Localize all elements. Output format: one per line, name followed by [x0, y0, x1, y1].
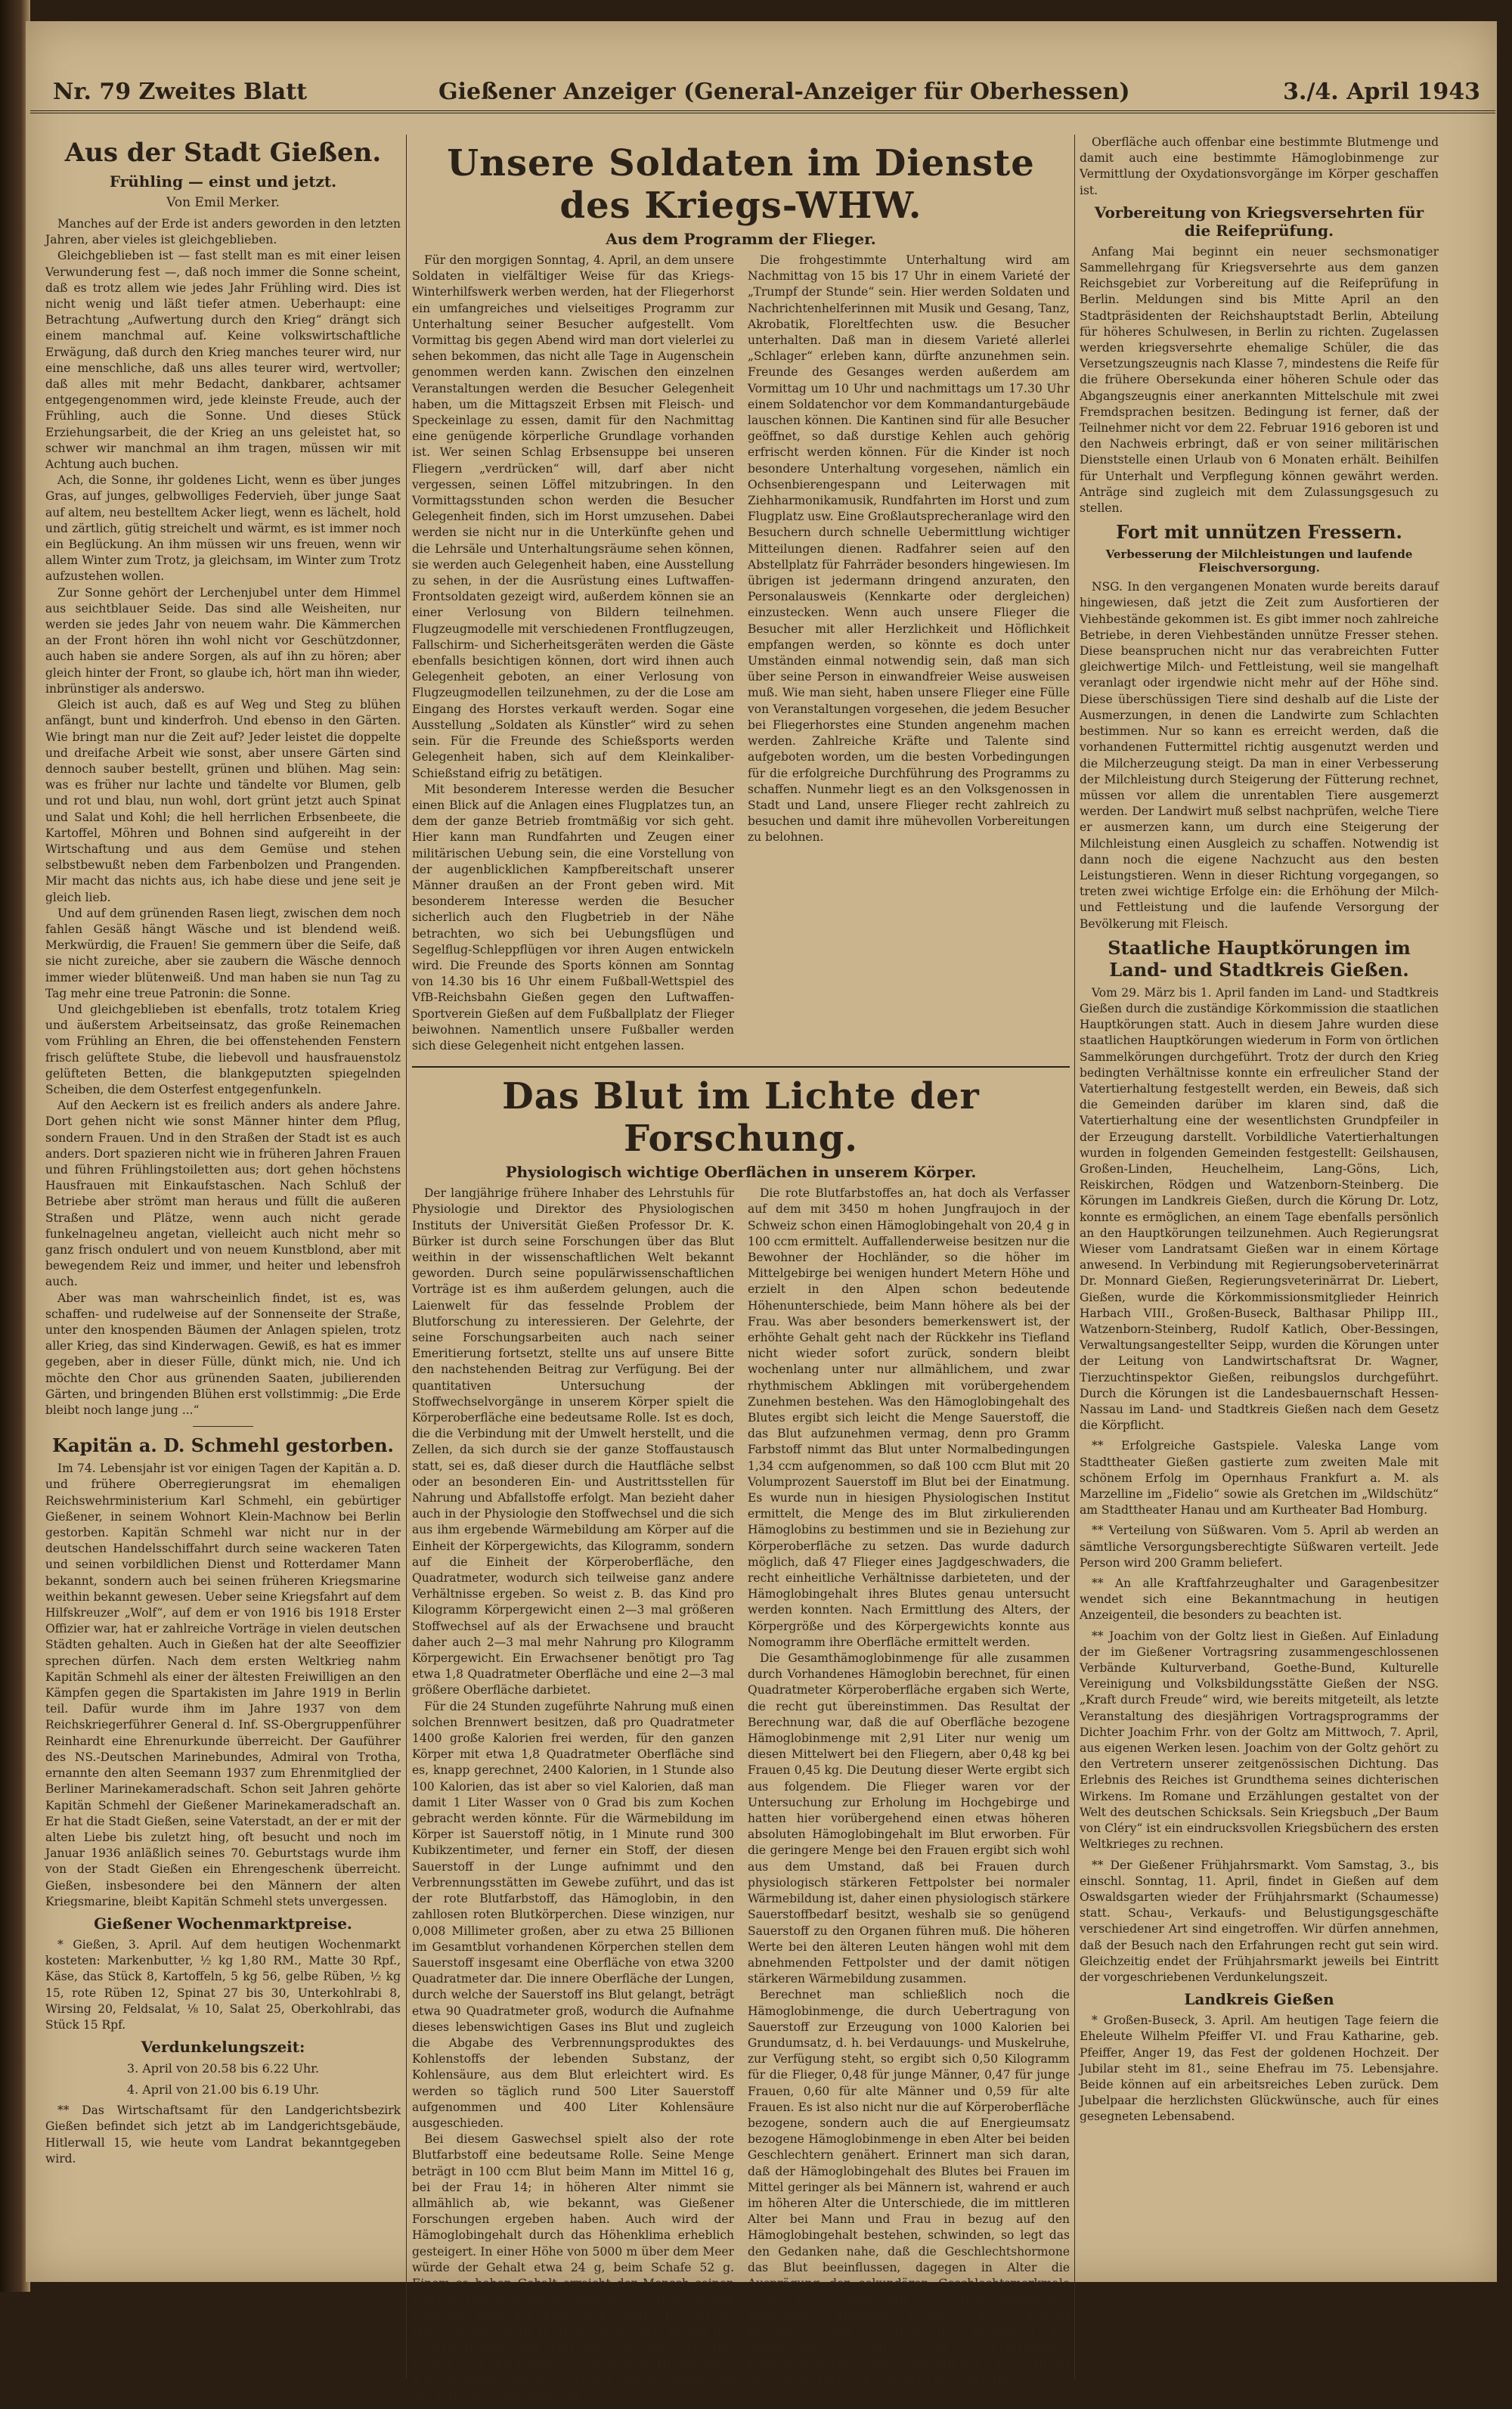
- masthead: [30, 41, 1495, 113]
- article-body: Für den morgigen Sonntag, 4. April, an dem unsere Soldaten in vielfältiger Weise für das Kriegs-Winterhilfswerk werben werden, hat der Fliegerhorst ein umfangreiches und vielseitiges Programm zur Unterhaltung seiner Besucher aufgestellt. Vom Vormittag bis gegen Abend wird man dort vielerlei zu sehen bekommen, das nicht alle Tage in Augenschein genommen werden kann. Zwischen den einzelnen Veranstaltungen werden die Besucher Gelegenheit haben, um die Mittagszeit Erbsen mit Fleisch- und Speckeinlage zu essen, damit für den Nachmittag eine genügende körperliche Grundlage vorhanden ist. Wer seinen Schlag Erbsensuppe bei unseren Fliegern „verdrücken“ will, darf aber nicht vergessen, seinen Löffel mitzubringen. In den Vormittagsstunden schon werden die Besucher Gelegenheit finden, sich im Horst umzusehen. Dabei werden sie nicht nur in die Unterkünfte gehen und die Lehrsäle und Unterhaltungsräume sehen können, sie werden auch Gelegenheit haben, eine Ausstellung zu sehen, in der die Ausrüstung eines Luftwaffen-Frontsoldaten gezeigt wird, außerdem können sie an einer Verlosung von Bildern teilnehmen. Flugzeugmodelle mit verschiedenen Frontflugzeugen, Fallschirm- und Sicherheitsgeräten werden die Gäste ebenfalls besichtigen können, dort wird ihnen auch Gelegenheit geboten, an einer Verlosung von Flugzeugmodellen teilzunehmen, zu der die Lose am Eingang des Horstes verkauft werden. Sogar eine Ausstellung „Soldaten als Künstler“ wird zu sehen sein. Für die Freunde des Schießsports werden Gelegenheit haben, sich auf dem Kleinkaliber-Schießstand eifrig zu betätigen. Mit besonderem Interesse werden die Besucher einen Blick auf die Anlagen eines Flugplatzes tun, an dem der ganze Betrieb fromtmäßig vor sich geht. Hier kann man Rundfahrten und Zeugen einer militärischen Uebung sein, die eine Vorstellung von der augenblicklichen Kampfbereitschaft unserer Männer draußen an der Front geben wird. Mit besonderem Interesse werden die Besucher sicherlich auch den Flugbetrieb in der Nähe betrachten, wo sich bei Uebungsflügen und Segelflug-Schleppflügen vor ihren Augen entwickeln wird. Die Freunde des Sports können am Sonntag von 14.30 bis 16 Uhr einem Fußball-Wettspiel des VfB-Reichsbahn Gießen gegen den Luftwaffen-Sportverein Gießen auf dem Fußballplatz der Flieger beiwohnen. Namentlich unsere Fußballer werden sich diese Gelegenheit nicht entgehen lassen.: [412, 253, 734, 1053]
- article-title: Frühling — einst und jetzt.: [109, 172, 337, 191]
- rule: [412, 1066, 1070, 1068]
- article-title: Fort mit unnützen Fressern.: [1116, 521, 1402, 544]
- blackout-heading: Verdunkelungszeit:: [141, 2038, 305, 2057]
- article-body: Im 74. Lebensjahr ist vor einigen Tagen der Kapitän a. D. und frühere Oberregierungsrat im ehemaligen Reichswehrministerium Karl Schmehl, ein gebürtiger Gießener, in seinem Wohnort Klein-Machnow bei Berlin gestorben. Kapitän Schmehl war nicht nur in der deutschen Handelsschiffahrt durch seine wackeren Taten und seinen vorbildlichen Dienst und Rotterdamer Mann bekannt, sondern auch bei seinen früheren Kriegsmarine weithin bekannt gewesen. Ueber seine Kriegsfahrt auf dem Hilfskreuzer „Wolf“, auf dem er von 1916 bis 1918 Erster Offizier war, hat er zahlreiche Vorträge in vielen deutschen Städten gehalten. Auch in Gießen hat der alte Seeoffizier sprechen dürfen. Nach dem ersten Weltkrieg nahm Kapitän Schmehl als einer der ältesten Freiwilligen an den Kämpfen gegen die Spartakisten im Jahre 1919 in Berlin teil. Dafür wurde ihm im Jahre 1937 von dem Reichskriegerführer General d. Inf. SS-Obergruppenführer Reinhardt eine Ehrenurkunde überreicht. Der Gauführer des NS.-Deutschen Marinebundes, Admiral von Trotha, ernannte den alten Seemann 1937 zum Ehrenmitglied der Berliner Marinekameradschaft. Schon seit Jahren gehörte Kapitän Schmehl der Gießener Marinekameradschaft an. Er hat die Stadt Gießen, seine Vaterstadt, an der er mit der alten Liebe bis zuletzt hing, oft besucht und noch im Januar 1936 anläßlich seines 70. Geburtstags wurde ihm von der Stadt Gießen ein Ehrengeschenk überreicht. Gießen, insbesondere bei den Männern der alten Kriegsmarine, bleibt Kapitän Schmehl stets unvergessen.: [45, 1462, 401, 1908]
- column-divider: [406, 135, 407, 2379]
- article-body: Anfang Mai beginnt ein neuer sechsmonatiger Sammellehrgang für Kriegsversehrte aus dem ganzen Reichsgebiet zur Vorbereitung auf die Reifeprüfung in Berlin. Meldungen sind bis Mitte April an den Stadtpräsidenten der Reichshauptstadt Berlin, Abteilung für höheres Schulwesen, in Berlin zu richten. Zugelassen werden kriegsversehrte ehemalige Schüler, die das Versetzungszeugnis nach Klasse 7, mindestens die Reife für die frühere Obersekunda einer höheren Schule oder das Abgangszeugnis einer anerkannten Mittelschule mit zwei Fremdsprachen besitzen. Bedingung ist ferner, daß der Teilnehmer nicht vor dem 22. Februar 1916 geboren ist und den Nachweis erbringt, daß er von seiner militärischen Dienststelle einen Urlaub von 6 Monaten erhält. Beihilfen für Unterhalt und Verpflegung können gewährt werden. Anträge sind zugleich mit dem Zulassungsgesuch zu stellen.: [1080, 244, 1439, 516]
- headline: Unsere Soldaten im Dienste des Kriegs-WHW.: [447, 142, 1035, 227]
- column-center: [412, 135, 1070, 2403]
- column-left: [45, 135, 401, 2252]
- notice: ** Das Wirtschaftsamt für den Landgerichtsbezirk Gießen befindet sich jetzt ab im Landgerichtsgebäude, Hitlerwall 15, wie heute vom Landrat bekanntgegeben wird.: [45, 2104, 401, 2166]
- news-brief: ** Der Gießener Frühjahrsmarkt. Vom Samstag, 3., bis einschl. Sonntag, 11. April, findet in Gießen auf dem Oswaldsgarten wieder der Frühjahrsmarkt (Schaumesse) statt. Schau-, Verkaufs- und Belustigungsgeschäfte verschiedener Art sind eingetroffen. Wir dürfen annehmen, daß der Besuch nach den Erfahrungen recht gut sein wird. Gleichzeitig endet der Frühjahrsmarkt jeweils bei Eintritt der vorgeschriebenen Verdunkelungszeit.: [1080, 1858, 1439, 1984]
- article-body: Die frohgestimmte Unterhaltung wird am Nachmittag von 15 bis 17 Uhr in einem Varieté der „Trumpf der Stunde“ sein. Hier werden Soldaten und Nachrichtenhelferinnen mit Musik und Gesang, Tanz, Akrobatik, Floreltfechten usw. die Besucher unterhalten. Daß man in diesem Varieté allerlei „Schlager“ erleben kann, dürfte anzunehmen sein. Freunde des Gesanges werden außerdem am Vormittag um 10 Uhr und nachmittags um 17.30 Uhr einem Soldatenchor vor dem Kommandanturgebäude lauschen können. Die Kantinen sind für alle Besucher geöffnet, so daß durstige Kehlen auch gehörig erfrischt werden können. Für die Kinder ist noch besondere Unterhaltung vorgesehen, nämlich ein Ochsenbierengespann und Leiterwagen mit Ziehharmonikamusik, Rundfahrten im Horst und zum Flugplatz usw. Eine Großlautsprecheranlage wird den Besuchern durch schnelle Uebermittlung wichtiger Mitteilungen dienen. Radfahrer seien auf den Abstellplatz für Fahrräder besonders hingewiesen. Im übrigen ist jedermann dringend anzuraten, den Personalausweis (Kennkarte oder dergleichen) einzustecken. Wenn auch unsere Flieger die Besucher mit aller Herzlichkeit und Höflichkeit empfangen werden, so könnte es doch unter Umständen einmal notwendig sein, daß man sich über seine Person in einwandfreier Weise ausweisen muß. Wie man sieht, haben unsere Flieger eine Fülle von Veranstaltungen vorgesehen, die jedem Besucher bei Fliegerhorstes eine Stunden angenehm machen werden. Zahlreiche Kräfte und Talente sind aufgeboten worden, um die besten Vorbedingungen für die erfolgreiche Durchführung des Programms zu schaffen. Nunmehr liegt es an den Volksgenossen in Stadt und Land, unsere Flieger recht zahlreich zu besuchen und damit ihre mühevollen Vorbereitungen zu belohnen.: [748, 253, 1070, 845]
- section-heading: Landkreis Gießen: [1184, 1990, 1334, 2009]
- blackout-time: 4. April von 21.00 bis 6.19 Uhr.: [126, 2082, 320, 2097]
- newspaper-title: Gießener Anzeiger (General-Anzeiger für Oberhessen): [438, 79, 1130, 105]
- headline: Das Blut im Lichte der Forschung.: [502, 1075, 980, 1161]
- article-body: Der langjährige frühere Inhaber des Lehrstuhls für Physiologie und Direktor des Physiologischen Instituts der Universität Gießen Professor Dr. K. Bürker ist durch seine Forschungen über das Blut weithin in der wissenschaftlichen Welt bekannt geworden. Durch seine populärwissenschaftlichen Vorträge ist es ihm außerdem gelungen, auch die Laienwelt für das fesselnde Problem der Blutforschung zu interessieren. Der Gelehrte, der seine Forschungsarbeiten auch nach seiner Emeritierung fortsetzt, stellte uns auf unsere Bitte den nachstehenden Beitrag zur Verfügung. Bei der quantitativen Untersuchung der Stoffwechselvorgänge in unserem Körper spielt die Körperoberfläche eine bedeutsame Rolle. Ist es doch, die die Verbindung mit der Umwelt herstellt, und die Zellen, da sich durch sie der ganze Stoffaustausch statt, sei es, daß dieser durch die Hautfläche selbst oder an besonderen Ein- und Austrittsstellen für Nahrung und Abfallstoffe erfolgt. Man bezieht daher auch in der Physiologie den Stoffwechsel und die sich aus ihm ergebende Wärmebildung am Körper auf die Einheit der Körpergewichts, das Kilogramm, sondern auf die Einheit der Körperoberfläche, den Quadratmeter, wodurch sich teilweise ganz andere Verhältnisse ergeben. So weist z. B. das Kind pro Kilogramm Körpergewicht einen 2—3 mal größeren Stoffwechsel auf als der Erwachsene und braucht daher auch 2—3 mal mehr Nahrung pro Kilogramm Körpergewicht. Ein Erwachsener benötigt pro Tag etwa 1,8 Quadratmeter Oberfläche und eine 2—3 mal größere Oberfläche darbietet. Für die 24 Stunden zugeführte Nahrung muß einen solchen Brennwert besitzen, daß pro Quadratmeter 1400 große Kalorien frei werden, für den ganzen Körper mit etwa 1,8 Quadratmeter Oberfläche sind es, knapp gerechnet, 2400 Kalorien, in 1 Stunde also 100 Kalorien, das ist aber so viel Kalorien, daß man damit 1 Liter Wasser von 0 Grad bis zum Kochen gebracht werden könnte. Für die Wärmebildung im Körper ist Sauerstoff nötig, in 1 Minute rund 300 Kubikzentimeter, und ferner ein Stoff, der diesen Sauerstoff in der Lunge aufnimmt und den Verbrennungsstätten im Gewebe zuführt, und das ist der rote Blutfarbstoff, das Hämoglobin, in den zahllosen roten Blutkörperchen. Diese winzigen, nur 0,008 Millimeter großen, aber zu etwa 25 Billionen im Gesamtblut vorhandenen Körperchen stellen dem Sauerstoff insgesamt eine Oberfläche von etwa 3200 Quadratmeter dar. Die innere Oberfläche der Lungen, durch welche der Sauerstoff ins Blut gelangt, beträgt etwa 90 Quadratmeter groß, wodurch die Aufnahme dieses lebenswichtigen Gases ins Blut und zugleich die Abgabe des Verbrennungsproduktes des Kohlenstoffs der lebenden Substanz, der Kohlensäure, aus dem Blut erleichtert wird. Es werden so täglich rund 500 Liter Sauerstoff aufgenommen und 400 Liter Kohlensäure ausgeschieden. Bei diesem Gaswechsel spielt also der rote Blutfarbstoff eine bedeutsame Rolle. Seine Menge beträgt in 100 ccm Blut beim Mann im Mittel 16 g, bei der Frau 14; in höheren Alter nimmt sie allmählich ab, wie bekannt, was Gießener Forschungen ergeben haben. Auch wird der Hämoglobingehalt durch das Höhenklima erheblich gesteigert. In einer Höhe von 5000 m über dem Meer würde der Gehalt etwa 24 g, beim Schafe 52 g. Einem so hohen Gehalt erreicht der Mensch seinen Platz im Leben, es müßte denn sein, er besteige den höchsten Berg der Erde, den Mount Everest im Himalaja mit 8840 m Höhe, was aber wegen der Sauerstoffarmut der Luft nicht möglich ist. Der Körper paßt sich nämlich, wenn man im Hochgebirge lebt, allmählich an, große Höhen durch Vermehrung des roten Blutfarbstoffes an.: [412, 1186, 734, 2403]
- article-title: Vorbereitung von Kriegsversehrten für die Reifeprüfung.: [1094, 203, 1424, 240]
- article-body: Die rote Blutfarbstoffes an, hat doch als Verfasser auf dem mit 3450 m hohen Jungfraujoch in der Schweiz schon einen Hämoglobingehalt von 20,4 g in 100 ccm ermittelt. Auffallenderweise besitzen nur die Bewohner der Hochländer, so die höher im Mittelgebirge bei wenigen hundert Metern Höhe und erzielt in den Alpen schon bedeutende Höhenunterschiede, beim Mann höhere als bei der Frau. Was aber besonders bemerkenswert ist, der erhöhte Gehalt geht nach der Rückkehr ins Tiefland nicht wieder sofort zurück, sondern bleibt wochenlang unter nur allmählichem, und zwar rhythmischem Abklingen mit vorübergehendem Zunehmen bestehen. Was den Hämoglobingehalt des Blutes ergibt sich leicht die Menge Sauerstoff, die das Blut aufzunehmen vermag, denn pro Gramm Farbstoff nimmt das Blut unter Normalbedingungen 1,34 ccm aufgenommen, so daß 100 ccm Blut mit 20 Volumprozent Sauerstoff im Blut bei der Einatmung. Es wurde nun in hiesigen Physiologischen Institut ermittelt, die Menge des im Blut zirkulierenden Hämoglobins zu bestimmen und sie in Beziehung zur Körperoberfläche zu setzen. Das wurde dadurch möglich, daß 47 Flieger eines Jagdgeschwaders, die recht einheitliche Verhältnisse darbieteten, und der Hämoglobingehalt ihres Blutes genau untersucht werden konnten. Nach Ermittlung des Alters, der Körpergröße und des Körpergewichts konnte aus Nomogramm ihre Oberfläche ermittelt werden. Die Gesamthämoglobinmenge für alle zusammen durch Vorhandenes Hämoglobin berechnet, für einen Quadratmeter Körperoberfläche ergaben sich Werte, die recht gut übereinstimmen. Das Resultat der Berechnung war, daß die auf Oberfläche bezogene Hämoglobinmenge mit 2,91 Liter nur wenig um diesen Mittelwert bei den Fliegern, aber 0,48 kg bei Frauen 0,45 kg. Die Deutung dieser Werte ergibt sich aus folgendem. Die Flieger waren vor der Untersuchung zur Erholung im Hochgebirge und hatten hier vorübergehend einen etwas höheren absoluten Hämoglobingehalt im Blut erworben. Für die geringere Menge bei den Frauen ergibt sich wohl aus dem Umstand, daß bei Frauen durch physiologisch stärkeren Fettpolster bei normaler Wärmebildung ist, daher einen physiologisch stärkere Sauerstoffbedarf besitzt, weshalb sie so genügend Sauerstoff zu den Organen führen muß. Die höheren Werte bei den älteren Leuten hängen wohl mit dem abnehmenden Fettpolster und der damit nötigen stärkeren Wärmebildung zusammen. Berechnet man schließlich noch die Hämoglobinmenge, die durch Uebertragung von Sauerstoff zur Erzeugung von 1000 Kalorien bei Grundumsatz, d. h. bei Verdauungs- und Muskelruhe, zur Verfügung steht, so ergibt sich 0,50 Kilogramm für die Flieger, 0,48 für junge Männer, 0,47 für junge Frauen, 0,60 für alte Männer und 0,59 für alte Frauen. Es ist also nicht nur die auf Körperoberfläche bezogene, sondern auch die auf Energieumsatz bezogene Hämoglobinmenge in eben Alter bei beiden Geschlechtern genähert. Erinnert man sich daran, daß der Hämoglobingehalt des Blutes bei Frauen im Mittel geringer als bei Männern ist, wahrend er auch im höheren Alter die Unterschiede, die im mittleren Alter bei Mann und Frau in bezug auf den Hämoglobingehalt bestehen, schwinden, so legt das den Gedanken nahe, daß die Geschlechtshormone das Blut beeinflussen, dagegen in Alter die Ausprägung der sekundären Geschlechtsmerkmale auch die Unterschiede im Hämoglobingehalt beibringen. Ebenfalls verdient der Umstand Beachtung, daß es trotz der Beziehung des Stoffwechsels auf den Quadratmeter Körperoberfläche eine einheitlicher Betrachtung desselben ermöglicht, sondern daß auch für: [748, 1186, 1070, 2387]
- byline: Von Emil Merker.: [166, 195, 280, 210]
- news-brief: ** Joachim von der Goltz liest in Gießen. Auf Einladung der im Gießener Vortragsring zusammengeschlossenen Verbände Kulturverband, Goethe-Bund, Kulturelle Vereinigung und Volksbildungsstätte Gießen der NSG. „Kraft durch Freude“ wird, wie bereits mitgeteilt, als letzte Veranstaltung des diesjährigen Vortragsprogramms der Dichter Joachim Frhr. von der Goltz am Mittwoch, 7. April, aus eigenen Werken lesen. Joachim von der Goltz gehört zu den Vertretern unserer zeitgenössischen Dichtung. Das Erlebnis des Reiches ist Grundthema seines dichterischen Wirkens. Im Romane und Erzählungen gestaltet von der Welt des deutschen Schicksals. Sein Kriegsbuch „Der Baum von Cléry“ ist ein eindrucksvollen Kriegsbüchern des ersten Weltkrieges zu rechnen.: [1080, 1629, 1439, 1852]
- subheadline: Physiologisch wichtige Oberflächen in unserem Körper.: [505, 1163, 977, 1182]
- column-divider: [1074, 135, 1075, 2379]
- separator: [193, 1426, 253, 1427]
- news-brief: ** Verteilung von Süßwaren. Vom 5. April ab werden an sämtliche Versorgungsberechtigte Süßwaren verteilt. Jede Person wird 200 Gramm beliefert.: [1080, 1524, 1439, 1570]
- article-body: NSG. In den vergangenen Monaten wurde bereits darauf hingewiesen, daß jetzt die Zeit zum Ausfortieren der Viehbestände gekommen ist. Es gibt immer noch zahlreiche Betriebe, in deren Viehbeständen unnütze Fresser stehen. Diese beanspruchen nicht nur das verabreichten Futter gleichwertige Milch- und Fettleistung, weil sie mangelhaft veranlagt oder irgendwie nicht mehr auf der Höhe sind. Diese überschüssigen Tiere sind deshalb auf die Liste der Ausmerzungen, in denen die Landwirte zum Schlachten bestimmen. Nur so kann es erreicht werden, daß die vorhandenen Futtermittel richtig ausgenutzt werden und die Milcherzeugung steigt. Da man in einer Verbesserung der Milchleistung durch Steigerung der Fütterung rechnet, müssen vor allem die unrentablen Tiere ausgemerzt werden. Der Landwirt muß selbst nachprüfen, welche Tiere er ausmerzen kann, um durch eine Steigerung der Milchleistung einen Ausgleich zu schaffen. Notwendig ist dann noch die eigene Nachzucht aus den besten Leistungstieren. Wenn in dieser Richtung vorgegangen, so treten zwei wichtige Erfolge ein: die Erhöhung der Milch- und Fettleistung und die laufende Versorgung der Bevölkerung mit Fleisch.: [1080, 580, 1439, 931]
- article-title: Gießener Wochenmarktpreise.: [94, 1914, 352, 1933]
- blackout-time: 3. April von 20.58 bis 6.22 Uhr.: [126, 2061, 320, 2076]
- article-title: Kapitän a. D. Schmehl gestorben.: [52, 1434, 394, 1457]
- issue-date: 3./4. April 1943: [1283, 79, 1480, 105]
- article-subtitle: Verbesserung der Milchleistungen und laufende Fleischversorgung.: [1105, 547, 1413, 575]
- article-columns: [412, 253, 1070, 1059]
- article-body: Manches auf der Erde ist anders geworden in den letzten Jahren, aber vieles ist gleichgeblieben. Gleichgeblieben ist — fast stellt man es mit einer leisen Verwunderung fest —, daß noch immer die Sonne scheint, daß es trotz allem wie jedes Jahr Frühling wird. Dies ist nicht wenig und läßt tiefer atmen. Ueberhaupt: eine Betrachtung „Aufwertung durch den Krieg“ drängt sich einem manchmal auf. Keine volkswirtschaftliche Erwägung, daß durch den Krieg manches teurer wird, nur eine menschliche, daß uns alles teurer wird, wertvoller; daß alles mit mehr Bedacht, dankbarer, achtsamer entgegengenommen wird, jede kleinste Freude, auch der Frühling, auch die Sonne. Und dieses Stück Erziehungsarbeit, die der Krieg an uns geleistet hat, so schwer wir manchmal an ihm tragen, müssen wir mit Achtung auch buchen. Ach, die Sonne, ihr goldenes Licht, wenn es über junges Gras, auf junges, gelbwolliges Federvieh, über junge Saat auf altem, neu bestelltem Acker liegt, wenn es lächelt, hold und zärtlich, gütig streichelt und wärmt, es ist immer noch ein Beglückung. An ihm müssen wir uns freuen, wenn wir allem Winter zum Trotz, ja gleichsam, im Winter zum Trotz aufzustehen wollen. Zur Sonne gehört der Lerchenjubel unter dem Himmel aus seichtblauer Seide. Das sind alle Weisheiten, nur werden sie jedes Jahr von neuem wahr. Die Kämmerchen an der Front hören ihn wohl nicht vor Geschützdonner, auch haben sie andere Sorgen, als auf ihn zu hören; aber gleich hinter der Front, so glaube ich, hört man ihn wieder, inbrünstiger als anderswo. Gleich ist auch, daß es auf Weg und Steg zu blühen anfängt, bunt und kinderfroh. Und ebenso in den Gärten. Wie bringt man nur die Zeit auf? Jeder leistet die doppelte und dreifache Arbeit wie sonst, aber unsere Gärten sind dennoch sauber bestellt, grünen und blühen. Mag sein: was es früher nur lachte und tändelte vor Blumen, gelb und rot und blau, nun wohl, dort grünt jetzt auch Spinat und Salat und Kohl; die hell herrlichen Erbsenbeete, die Kartoffel, Möhren und Bohnen sind aufgereiht in der Wirtschaftung und aus dem Gemüse und stehen selbstbewußt neben dem Farbenbolzen und Prangenden. Mir macht das nichts aus, ich habe diese und jene seit je gleich lieb. Und auf dem grünenden Rasen liegt, zwischen dem noch fahlen Gesäß hängt Wäsche und ist blendend weiß. Merkwürdig, die Frauen! Sie gemmern über die Seife, daß sie nicht zureiche, aber sie zaubern die Wäsche dennoch immer wieder blütenweiß. Und man haben sie nun Tag zu Tag mehr eine treue Patronin: die Sonne. Und gleichgeblieben ist ebenfalls, trotz totalem Krieg und äußerstem Arbeitseinsatz, das große Reinemachen vom Frühling an Ehren, die bei offenstehenden Fenstern frisch gelüftete Stube, die liebevoll und hausfrauenstolz gelüfteten Betten, die blankgeputzten spiegelnden Scheiben, die dem Osterfest entgegenfunkeln. Auf den Aeckern ist es freilich anders als andere Jahre. Dort gehen nicht wie sonst Männer hinter dem Pflug, sondern Frauen. Und in den Straßen der Stadt ist es auch anders. Dort spazieren nicht wie in früheren Jahren Frauen und führen Frühlingstoiletten aus; dort gehen höchstens Hausfrauen mit Einkaufstaschen. Nach Schluß der Betriebe aber strömt man heraus und füllt die außeren Straßen und Plätze, wenn auch nicht gerade funkelnagelneu angetan, vielleicht auch nicht mehr so ganz frisch ondulert und von neuem Kunstblond, aber mit bewegendem Reiz und immer, und heiter und lebensfroh auch. Aber was man wahrscheinlich findet, ist es, was schaffen- und rudelweise auf der Sonnenseite der Straße, unter den knospenden Bäumen der Anlagen spielen, trotz aller Krieg, das sind Kinderwagen. Gewiß, es hat es immer gegeben, aber in dieser Fülle, dünkt mich, nie. Und ich möchte den Chor aus grünenden Saaten, jubilierenden Gärten, und bringenden Blühen erst vollstimmig: „Die Erde bleibt noch lange jung ...“: [45, 217, 401, 1418]
- section-title: Aus der Stadt Gießen.: [64, 138, 382, 168]
- article-columns: [412, 1186, 1070, 2408]
- news-brief: ** An alle Kraftfahrzeughalter und Garagenbesitzer wendet sich eine Bekanntmachung in heutigen Anzeigenteil, die besonders zu beachten ist.: [1080, 1577, 1439, 1623]
- article-title: Staatliche Hauptkörungen im Land- und Stadtkreis Gießen.: [1108, 936, 1411, 981]
- news-brief: ** Erfolgreiche Gastspiele. Valeska Lange vom Stadttheater Gießen gastierte zum zweiten Male mit schönem Erfolg im Opernhaus Frankfurt a. M. als Marzelline im „Fidelio“ sowie als Gretchen im „Wildschütz“ am Stadttheater Hanau und am Kurtheater Bad Homburg.: [1080, 1439, 1439, 1518]
- article-body: Oberfläche auch offenbar eine bestimmte Blutmenge und damit auch eine bestimmte Hämoglobinmenge zur Vermittlung der Oxydationsvorgänge im Körper geschaffen ist.: [1080, 135, 1439, 197]
- issue-number: Nr. 79 Zweites Blatt: [53, 79, 307, 105]
- news-brief: * Großen-Buseck, 3. April. Am heutigen Tage feiern die Eheleute Wilhelm Pfeiffer VI. und Frau Katharine, geb. Pfeiffer, Anger 19, das Fest der goldenen Hochzeit. Der Jubilar steht im 81., seine Ehefrau im 75. Lebensjahre. Beide können auf ein arbeitsreiches Leben zurück. Dem Jubelpaar die herzlichsten Glückwünsche, auch für eines gesegneten Lebensabend.: [1080, 2014, 1439, 2124]
- subheadline: Aus dem Programm der Flieger.: [606, 230, 876, 248]
- column-right: [1080, 135, 1439, 2252]
- article-body: Vom 29. März bis 1. April fanden im Land- und Stadtkreis Gießen durch die zuständige Körkommission die staatlichen Hauptkörungen statt. Auch in diesem Jahre wurden diese staatlichen Hauptkörungen wiederum in Form von örtlichen Sammelkörungen durchgeführt. Trotz der durch den Krieg bedingten Verhältnisse konnte ein erfreulicher Stand der Vatertierhaltung festgestellt werden, ein Beweis, daß sich die Gemeinden darüber im klaren sind, daß die Vatertierhaltung eine der wesentlichsten Grundpfeiler in der Erzeugung darstellt. Vorbildliche Vatertierhaltungen wurden in folgenden Gemeinden festgestellt: Geilshausen, Großen-Linden, Heuchelheim, Lang-Göns, Lich, Reiskirchen, Rödgen und Watzenborn-Steinberg. Die Körungen im Landkreis Gießen, durch die Körung Dr. Lotz, konnte es ermöglichen, an einem Tage ebenfalls persönlich an den Hauptkörungen teilzunehmen. Auch Regierungsrat Wieser vom Landratsamt Gießen war in einem Körtage anwesend. In Verbindung mit Regierungsoberveterinärrat Dr. Monnard Gießen, Regierungsveterinärrat Dr. Liebert, Gießen, wurde die Körkommissionsmitglieder Heinrich Harbach VIII., Großen-Buseck, Balthasar Philipp III., Watzenborn-Steinberg, Rudolf Katlich, Ober-Bessingen, Verwaltungsangestellter Seipp, wurden die Körungen unter der Leitung von Landwirtschaftsrat Dr. Wagner, Tierzuchtinspektor Gießen, reibungslos durchgeführt. Durch die Körungen ist die Landesbauernschaft Hessen-Nassau im Land- und Stadtkreis Gießen nach dem Gesetz die Körpflicht.: [1080, 985, 1439, 1433]
- article-body: * Gießen, 3. April. Auf dem heutigen Wochenmarkt kosteten: Markenbutter, ½ kg 1,80 RM., Matte 30 Rpf., Käse, das Stück 8, Kartoffeln, 5 kg 56, gelbe Rüben, ½ kg 15, rote Rüben 12, Spinat 27 bis 30, Unterkohlrabi 8, Wirsing 20, Feldsalat, ⅛ 10, Salat 25, Oberkohlrabi, das Stück 15 Rpf.: [45, 1937, 401, 2032]
